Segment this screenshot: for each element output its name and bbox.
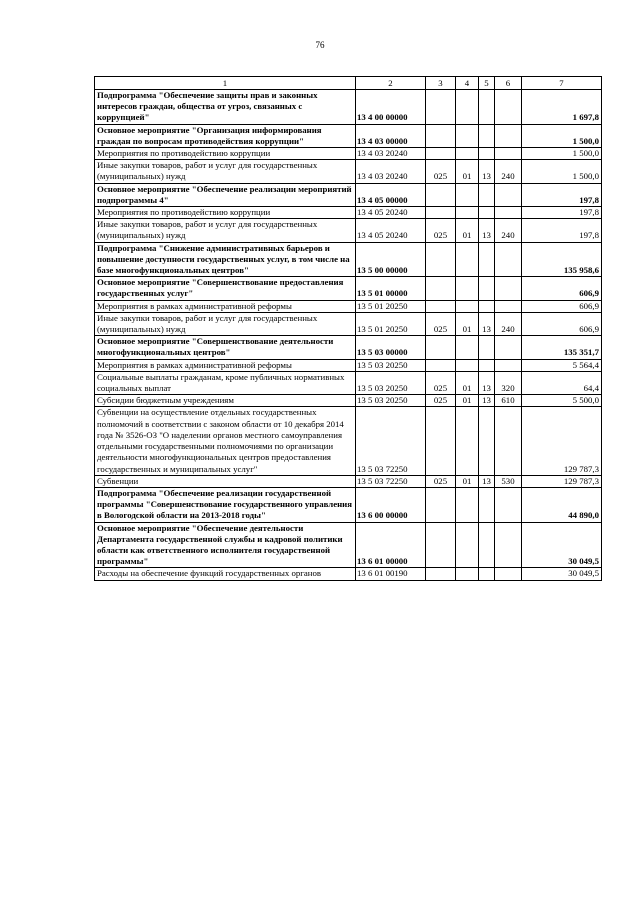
row-amount-cell: 129 787,3 xyxy=(522,475,602,487)
row-amount-cell: 1 697,8 xyxy=(522,90,602,125)
row-section-cell xyxy=(456,336,479,359)
table-row xyxy=(95,277,602,300)
row-name-cell: Иные закупки товаров, работ и услуг для государственных (муниципальных) нужд xyxy=(95,312,356,335)
row-code-cell: 13 6 01 00000 xyxy=(356,522,426,568)
row-code-cell: 13 4 00 00000 xyxy=(356,90,426,125)
row-code-cell: 13 5 03 72250 xyxy=(356,475,426,487)
row-expense-type-cell xyxy=(495,242,522,277)
row-section-cell: 01 xyxy=(456,219,479,242)
row-amount-cell: 64,4 xyxy=(522,371,602,394)
row-section-cell: 01 xyxy=(456,371,479,394)
row-section-cell xyxy=(456,522,479,568)
row-expense-type-cell xyxy=(495,522,522,568)
table-row xyxy=(95,487,602,522)
row-ministry-cell: 025 xyxy=(426,475,456,487)
table-row xyxy=(95,568,602,580)
row-expense-type-cell: 240 xyxy=(495,219,522,242)
row-code-cell: 13 5 01 00000 xyxy=(356,277,426,300)
row-expense-type-cell xyxy=(495,183,522,206)
row-name-cell: Основное мероприятие "Обеспечение реализации мероприятий подпрограммы 4" xyxy=(95,183,356,206)
row-name-cell: Основное мероприятие "Обеспечение деятельности Департамента государственной службы и кадровой политики области как ответственного исполнителя государственной программы" xyxy=(95,522,356,568)
row-code-cell: 13 5 03 72250 xyxy=(356,407,426,475)
row-subsection-cell xyxy=(479,407,495,475)
row-amount-cell: 197,8 xyxy=(522,219,602,242)
row-subsection-cell xyxy=(479,183,495,206)
row-subsection-cell xyxy=(479,90,495,125)
row-name-cell: Иные закупки товаров, работ и услуг для государственных (муниципальных) нужд xyxy=(95,219,356,242)
row-amount-cell: 606,9 xyxy=(522,277,602,300)
row-code-cell: 13 6 00 00000 xyxy=(356,487,426,522)
row-code-cell: 13 4 03 20240 xyxy=(356,160,426,183)
row-name-cell: Мероприятия в рамках административной реформы xyxy=(95,300,356,312)
row-code-cell: 13 4 05 20240 xyxy=(356,207,426,219)
row-section-cell: 01 xyxy=(456,312,479,335)
row-code-cell: 13 5 03 20250 xyxy=(356,395,426,407)
row-expense-type-cell xyxy=(495,487,522,522)
row-name-cell: Подпрограмма "Обеспечение реализации государственной программы "Совершенствование государственного управления в Вологодской области на 2013-2018 годы" xyxy=(95,487,356,522)
row-ministry-cell: 025 xyxy=(426,160,456,183)
row-ministry-cell xyxy=(426,277,456,300)
row-name-cell: Основное мероприятие "Совершенствование деятельности многофункциональных центров" xyxy=(95,336,356,359)
row-section-cell xyxy=(456,277,479,300)
row-name-cell: Субвенции xyxy=(95,475,356,487)
row-amount-cell: 197,8 xyxy=(522,183,602,206)
row-ministry-cell xyxy=(426,568,456,580)
row-code-cell: 13 6 01 00190 xyxy=(356,568,426,580)
row-ministry-cell xyxy=(426,300,456,312)
row-ministry-cell xyxy=(426,242,456,277)
row-amount-cell: 5 500,0 xyxy=(522,395,602,407)
row-ministry-cell: 025 xyxy=(426,371,456,394)
row-subsection-cell xyxy=(479,568,495,580)
row-ministry-cell xyxy=(426,336,456,359)
row-subsection-cell xyxy=(479,300,495,312)
row-code-cell: 13 5 01 20250 xyxy=(356,312,426,335)
row-subsection-cell: 13 xyxy=(479,219,495,242)
row-expense-type-cell xyxy=(495,148,522,160)
row-expense-type-cell: 240 xyxy=(495,312,522,335)
header-col-6: 6 xyxy=(495,77,522,90)
row-section-cell xyxy=(456,300,479,312)
row-expense-type-cell xyxy=(495,336,522,359)
row-subsection-cell: 13 xyxy=(479,312,495,335)
row-name-cell: Мероприятия по противодействию коррупции xyxy=(95,207,356,219)
row-ministry-cell xyxy=(426,124,456,147)
row-amount-cell: 135 958,6 xyxy=(522,242,602,277)
row-ministry-cell xyxy=(426,183,456,206)
row-subsection-cell xyxy=(479,124,495,147)
row-code-cell: 13 5 03 20250 xyxy=(356,371,426,394)
row-subsection-cell: 13 xyxy=(479,371,495,394)
row-name-cell: Основное мероприятие "Совершенствование предоставления государственных услуг" xyxy=(95,277,356,300)
row-code-cell: 13 5 03 20250 xyxy=(356,359,426,371)
row-expense-type-cell xyxy=(495,568,522,580)
row-section-cell xyxy=(456,568,479,580)
row-ministry-cell xyxy=(426,487,456,522)
row-amount-cell: 129 787,3 xyxy=(522,407,602,475)
table-row xyxy=(95,183,602,206)
row-expense-type-cell xyxy=(495,300,522,312)
table-row xyxy=(95,148,602,160)
row-name-cell: Субвенции на осуществление отдельных государственных полномочий в соответствии с законом области от 10 декабря 2014 года № 3526-ОЗ "О наделении органов местного самоуправления отдельными государственными полномочиями по организации деятельности многофункциональных центров предоставления государственных и муниципальных услуг" xyxy=(95,407,356,475)
table-body xyxy=(95,90,602,581)
row-subsection-cell xyxy=(479,277,495,300)
row-subsection-cell xyxy=(479,522,495,568)
row-amount-cell: 5 564,4 xyxy=(522,359,602,371)
row-subsection-cell: 13 xyxy=(479,160,495,183)
row-subsection-cell xyxy=(479,359,495,371)
table-row xyxy=(95,219,602,242)
row-amount-cell: 1 500,0 xyxy=(522,124,602,147)
row-expense-type-cell xyxy=(495,90,522,125)
row-expense-type-cell: 240 xyxy=(495,160,522,183)
row-subsection-cell xyxy=(479,148,495,160)
row-amount-cell: 30 049,5 xyxy=(522,522,602,568)
row-amount-cell: 606,9 xyxy=(522,300,602,312)
row-amount-cell: 30 049,5 xyxy=(522,568,602,580)
row-section-cell xyxy=(456,487,479,522)
table-row xyxy=(95,90,602,125)
row-section-cell xyxy=(456,407,479,475)
header-col-7: 7 xyxy=(522,77,602,90)
row-section-cell xyxy=(456,207,479,219)
row-expense-type-cell xyxy=(495,124,522,147)
row-subsection-cell xyxy=(479,336,495,359)
row-expense-type-cell xyxy=(495,207,522,219)
row-amount-cell: 1 500,0 xyxy=(522,148,602,160)
table-row xyxy=(95,207,602,219)
row-name-cell: Мероприятия в рамках административной реформы xyxy=(95,359,356,371)
row-ministry-cell: 025 xyxy=(426,395,456,407)
row-subsection-cell xyxy=(479,487,495,522)
row-name-cell: Мероприятия по противодействию коррупции xyxy=(95,148,356,160)
row-expense-type-cell xyxy=(495,407,522,475)
row-ministry-cell xyxy=(426,359,456,371)
table-row xyxy=(95,407,602,475)
row-code-cell: 13 5 03 00000 xyxy=(356,336,426,359)
budget-table xyxy=(94,76,602,581)
row-expense-type-cell: 320 xyxy=(495,371,522,394)
row-expense-type-cell: 530 xyxy=(495,475,522,487)
row-section-cell: 01 xyxy=(456,475,479,487)
row-code-cell: 13 4 03 00000 xyxy=(356,124,426,147)
row-section-cell xyxy=(456,359,479,371)
table-row xyxy=(95,160,602,183)
row-name-cell: Подпрограмма "Снижение административных барьеров и повышение доступности государственных услуг, в том числе на базе многофункциональных центров" xyxy=(95,242,356,277)
row-code-cell: 13 4 03 20240 xyxy=(356,148,426,160)
table-row xyxy=(95,371,602,394)
row-ministry-cell: 025 xyxy=(426,219,456,242)
header-col-1: 1 xyxy=(95,77,356,90)
row-ministry-cell xyxy=(426,148,456,160)
row-name-cell: Субсидии бюджетным учреждениям xyxy=(95,395,356,407)
row-section-cell: 01 xyxy=(456,160,479,183)
row-ministry-cell xyxy=(426,522,456,568)
row-subsection-cell xyxy=(479,242,495,277)
table-row xyxy=(95,522,602,568)
row-ministry-cell xyxy=(426,90,456,125)
header-col-4: 4 xyxy=(456,77,479,90)
table-row xyxy=(95,242,602,277)
row-code-cell: 13 4 05 00000 xyxy=(356,183,426,206)
row-section-cell xyxy=(456,90,479,125)
row-amount-cell: 44 890,0 xyxy=(522,487,602,522)
row-section-cell: 01 xyxy=(456,395,479,407)
header-col-2: 2 xyxy=(356,77,426,90)
row-name-cell: Иные закупки товаров, работ и услуг для государственных (муниципальных) нужд xyxy=(95,160,356,183)
row-name-cell: Подпрограмма "Обеспечение защиты прав и законных интересов граждан, общества от угроз, связанных с коррупцией" xyxy=(95,90,356,125)
row-expense-type-cell xyxy=(495,277,522,300)
row-ministry-cell: 025 xyxy=(426,312,456,335)
row-expense-type-cell xyxy=(495,359,522,371)
row-expense-type-cell: 610 xyxy=(495,395,522,407)
row-amount-cell: 606,9 xyxy=(522,312,602,335)
row-section-cell xyxy=(456,148,479,160)
row-section-cell xyxy=(456,242,479,277)
row-name-cell: Расходы на обеспечение функций государственных органов xyxy=(95,568,356,580)
row-subsection-cell xyxy=(479,207,495,219)
row-name-cell: Основное мероприятие "Организация информирования граждан по вопросам противодействия коррупции" xyxy=(95,124,356,147)
header-row xyxy=(95,77,602,90)
row-subsection-cell: 13 xyxy=(479,475,495,487)
row-ministry-cell xyxy=(426,407,456,475)
row-code-cell: 13 5 00 00000 xyxy=(356,242,426,277)
table-row xyxy=(95,336,602,359)
table-row xyxy=(95,312,602,335)
row-amount-cell: 197,8 xyxy=(522,207,602,219)
table-row xyxy=(95,300,602,312)
table-row xyxy=(95,395,602,407)
row-section-cell xyxy=(456,124,479,147)
row-subsection-cell: 13 xyxy=(479,395,495,407)
page-number: 76 xyxy=(315,40,325,50)
row-amount-cell: 135 351,7 xyxy=(522,336,602,359)
table-row xyxy=(95,359,602,371)
table-row xyxy=(95,124,602,147)
header-col-3: 3 xyxy=(426,77,456,90)
row-ministry-cell xyxy=(426,207,456,219)
row-name-cell: Социальные выплаты гражданам, кроме публичных нормативных социальных выплат xyxy=(95,371,356,394)
row-section-cell xyxy=(456,183,479,206)
header-col-5: 5 xyxy=(479,77,495,90)
row-code-cell: 13 4 05 20240 xyxy=(356,219,426,242)
row-code-cell: 13 5 01 20250 xyxy=(356,300,426,312)
table-row xyxy=(95,475,602,487)
row-amount-cell: 1 500,0 xyxy=(522,160,602,183)
